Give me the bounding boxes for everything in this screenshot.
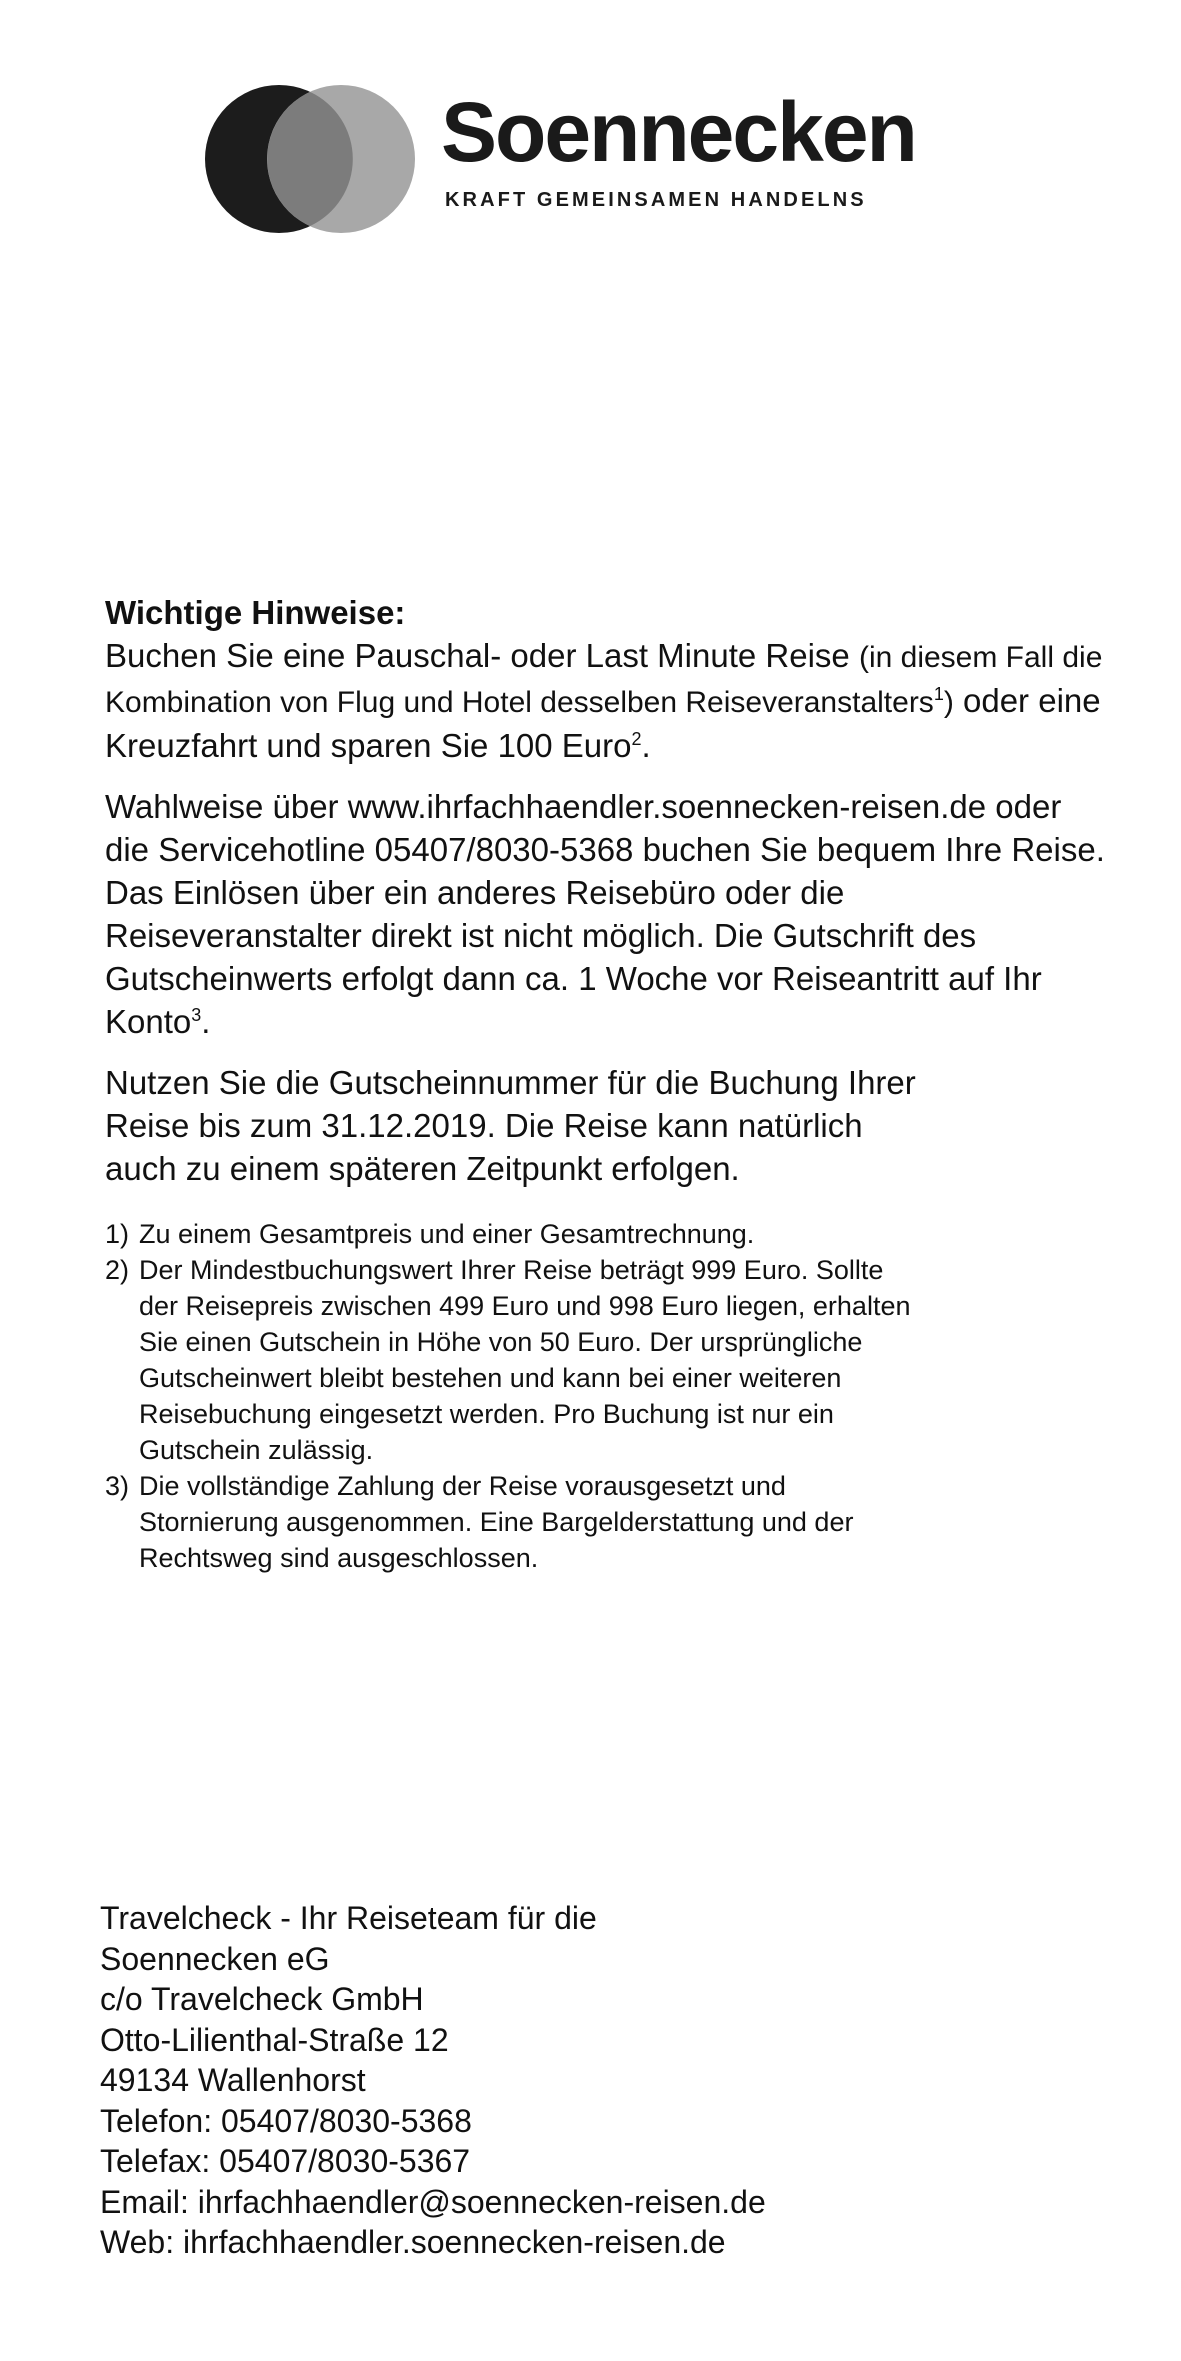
- contact-line-team: Travelcheck - Ihr Reiseteam für die: [100, 1900, 597, 1936]
- contact-line-company: Soennecken eG: [100, 1940, 330, 1977]
- footnote-number: 2): [105, 1255, 130, 1285]
- contact-phone: Telefon: 05407/8030-5368: [100, 2102, 472, 2139]
- brand-name: Soennecken: [441, 85, 916, 179]
- validity-paragraph: Nutzen Sie die Gutscheinnummer für die Buchung Ihrer Reise bis zum 31.12.2019. Die Reise kann natürlich auch zu einem späteren Zeitpunkt erfolgen.: [105, 1064, 916, 1187]
- booking-text: Wahlweise über www.ihrfachhaendler.soennecken-reisen.de oder die Servicehotline 05407/8030-5368 buchen Sie bequem Ihre Reise. Das Einlösen über ein anderes Reisebüro oder die Reiseveranstalter direkt ist nicht möglich. Die Gutschrift des Gutscheinwerts erfolgt dann ca. 1 Woche vor Reiseantritt auf Ihr Konto: [105, 788, 1105, 1040]
- offer-text-part2: (in diesem Fall die Kombination von Flug und Hotel desselben Reiseveranstalters: [105, 641, 1103, 719]
- offer-text-part1: Buchen Sie eine Pauschal- oder Last Minute Reise: [105, 637, 859, 674]
- contact-street: Otto-Lilienthal-Straße 12: [100, 2021, 449, 2058]
- footnote-ref-2: 2: [631, 729, 642, 749]
- contact-email: Email: ihrfachhaendler@soennecken-reisen.de: [100, 2183, 766, 2220]
- contact-city: 49134 Wallenhorst: [100, 2062, 366, 2098]
- footnote-text: Zu einem Gesamtpreis und einer Gesamtrechnung.: [139, 1219, 755, 1249]
- contact-line-care-of: c/o Travelcheck GmbH: [100, 1981, 424, 2017]
- footnote-ref-1: 1: [933, 684, 944, 704]
- offer-paragraph: [105, 634, 1165, 767]
- offer-text-part3: ): [943, 686, 954, 719]
- soennecken-logo: [205, 85, 945, 235]
- overlapping-circles-logo-icon: [205, 85, 415, 233]
- contact-fax: Telefax: 05407/8030-5367: [100, 2143, 471, 2179]
- footnote-item: [105, 1252, 925, 1468]
- offer-text-part4: oder eine Kreuzfahrt und sparen Sie 100 Euro: [105, 682, 1101, 764]
- footnotes-list: [105, 1216, 925, 1576]
- contact-block: [100, 1898, 766, 2263]
- footnote-item: [105, 1468, 925, 1576]
- booking-text-end: .: [201, 1003, 211, 1040]
- footnote-number: 1): [105, 1219, 130, 1249]
- footnote-number: 3): [105, 1471, 130, 1501]
- footnote-ref-3: 3: [191, 1005, 202, 1025]
- brand-tagline: KRAFT GEMEINSAMEN HANDELNS: [445, 189, 867, 211]
- notes-heading: Wichtige Hinweise:: [105, 594, 406, 631]
- footnote-item: [105, 1216, 925, 1252]
- offer-text-part5: .: [641, 727, 651, 764]
- booking-paragraph: [105, 785, 1105, 1043]
- footnote-text: Die vollständige Zahlung der Reise vorausgesetzt und Stornierung ausgenommen. Eine Bargelderstattung und der Rechtsweg sind ausgeschlossen.: [139, 1471, 854, 1573]
- footnote-text: Der Mindestbuchungswert Ihrer Reise beträgt 999 Euro. Sollte der Reisepreis zwischen 499 Euro und 998 Euro liegen, erhalten Sie einen Gutschein in Höhe von 50 Euro. Der ursprüngliche Gutscheinwert bleibt bestehen und kann bei einer weiteren Reisebuchung eingesetzt werden. Pro Buchung ist nur ein Gutschein zulässig.: [139, 1255, 911, 1465]
- contact-web: Web: ihrfachhaendler.soennecken-reisen.de: [100, 2224, 726, 2260]
- important-notes: [105, 592, 1165, 1576]
